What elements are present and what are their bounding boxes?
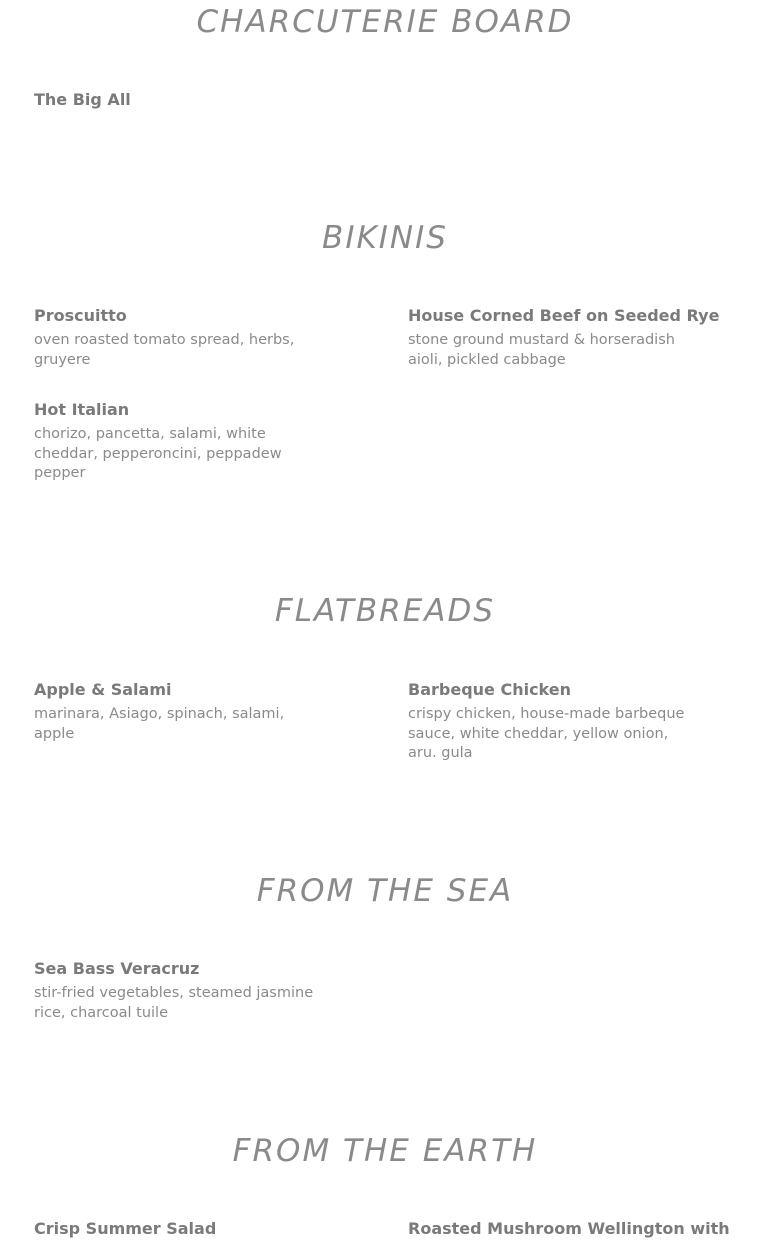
menu-item-description: marinara, Asiago, spinach, salami, apple — [34, 706, 285, 742]
menu-item-name: Hot Italian — [34, 400, 130, 419]
menu-item-name: Apple & Salami — [34, 680, 172, 699]
menu-item-name: The Big All — [34, 90, 131, 109]
menu-item — [34, 400, 294, 484]
menu-item-name: House Corned Beef on Seeded Rye — [408, 306, 720, 325]
menu-item — [34, 680, 294, 744]
menu-item-name: Barbeque Chicken — [408, 680, 572, 699]
menu-item-name: Roasted Mushroom Wellington with — [408, 1219, 730, 1238]
menu-item-description: stir-fried vegetables, steamed jasmine rice, charcoal tuile — [34, 985, 314, 1021]
menu-item — [34, 306, 309, 370]
menu-item — [34, 1219, 334, 1244]
menu-item-name: Sea Bass Veracruz — [34, 959, 200, 978]
menu-item — [408, 1219, 738, 1244]
section-title-from-the-earth: FROM THE EARTH — [232, 1133, 538, 1169]
menu-item-description: crispy chicken, house-made barbeque sauce, white cheddar, yellow onion, aru. gula — [408, 706, 685, 762]
section-title-bikinis: BIKINIS — [322, 220, 448, 256]
menu-item — [34, 959, 324, 1023]
menu-item-description: chorizo, pancetta, salami, white cheddar, pepperoncini, peppadew pepper — [34, 426, 282, 482]
menu-item-name: Crisp Summer Salad — [34, 1219, 217, 1238]
menu-item-description: oven roasted tomato spread, herbs, gruyere — [34, 332, 295, 368]
menu-item — [34, 90, 334, 115]
menu-item — [408, 306, 720, 370]
section-title-charcuterie-board: CHARCUTERIE BOARD — [196, 4, 574, 40]
menu-item-name: Proscuitto — [34, 306, 127, 325]
section-title-flatbreads: FLATBREADS — [274, 593, 496, 629]
menu-item-description: stone ground mustard & horseradish aioli, pickled cabbage — [408, 332, 675, 368]
menu-item — [408, 680, 698, 764]
section-title-from-the-sea: FROM THE SEA — [256, 873, 514, 909]
